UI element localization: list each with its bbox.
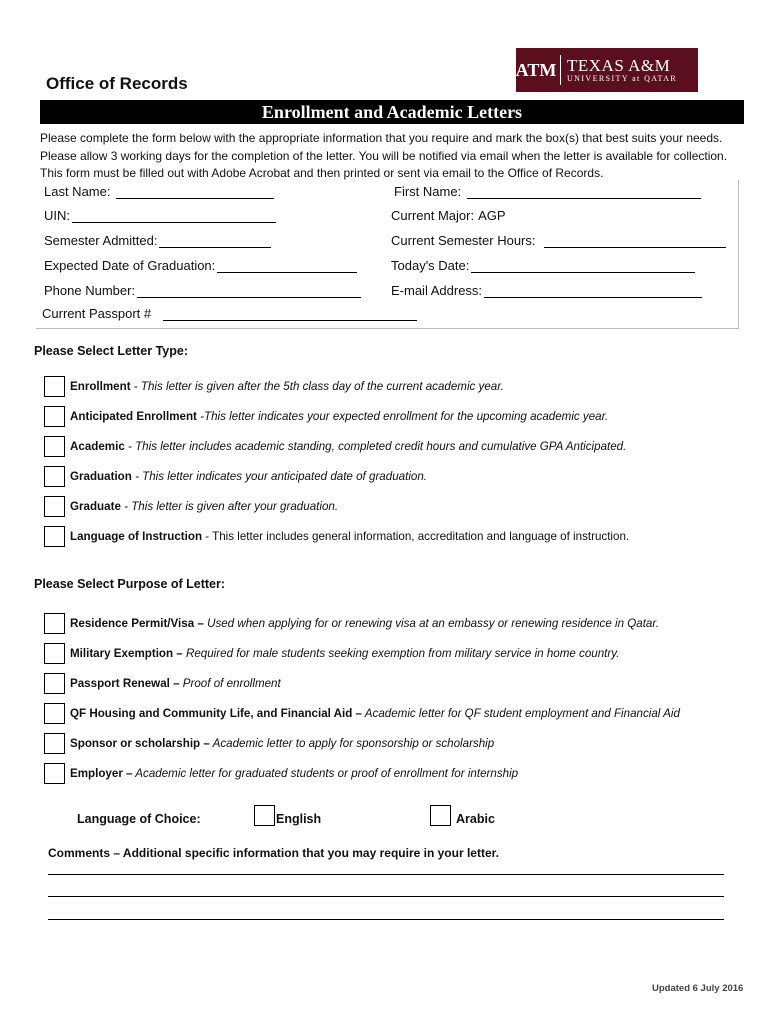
current-semester-hours-input[interactable]	[544, 233, 726, 248]
semester-admitted-label: Semester Admitted:	[44, 233, 158, 248]
military-exemption-checkbox[interactable]	[44, 643, 65, 664]
arabic-label: Arabic	[456, 812, 495, 826]
option-title: Academic	[70, 440, 125, 453]
option-description: - This letter is given after your graduation.	[120, 500, 339, 513]
office-title: Office of Records	[46, 74, 188, 93]
todays-date-label: Today's Date:	[391, 258, 470, 273]
purpose-option	[44, 733, 494, 754]
graduation-checkbox[interactable]	[44, 466, 65, 487]
option-title: Anticipated Enrollment	[70, 410, 197, 423]
university-logo	[516, 48, 698, 92]
instructions-text: Please complete the form below with the appropriate information that you require and mark the box(s) that best suits your needs. Please allow 3 working days for the completion of the letter. You will be notified via email when the letter is available for collection. This form must be filled out with Adobe Acrobat and then printed or sent via email to the Office of Records.	[40, 131, 728, 181]
logo-name: TEXAS A&M	[567, 55, 671, 75]
logo-subtitle: UNIVERSITY at QATAR	[567, 73, 678, 83]
current-major-input[interactable]: AGP	[478, 208, 506, 223]
option-description: -This letter indicates your expected enrollment for the upcoming academic year.	[196, 410, 609, 423]
anticipated-enrollment-checkbox[interactable]	[44, 406, 65, 427]
option-title: Graduate	[70, 500, 121, 513]
graduate-checkbox[interactable]	[44, 496, 65, 517]
email-field	[391, 283, 702, 298]
purpose-option	[44, 643, 619, 664]
todays-date-input[interactable]	[471, 258, 695, 273]
qf-housing-checkbox[interactable]	[44, 703, 65, 724]
purpose-option	[44, 703, 680, 724]
uin-field	[44, 208, 276, 223]
option-title: Passport Renewal –	[70, 677, 180, 690]
residence-permit-checkbox[interactable]	[44, 613, 65, 634]
passport-field	[42, 306, 417, 321]
comments-line-2[interactable]	[48, 896, 724, 897]
logo-divider	[560, 55, 561, 85]
todays-date-field	[391, 258, 695, 273]
uin-label: UIN:	[44, 208, 70, 223]
employer-checkbox[interactable]	[44, 763, 65, 784]
current-semester-hours-field	[391, 233, 726, 248]
option-description: - This letter indicates your anticipated date of graduation.	[131, 470, 428, 483]
current-major-field	[391, 208, 506, 223]
expected-graduation-field	[44, 258, 357, 273]
language-of-instruction-checkbox[interactable]	[44, 526, 65, 547]
letter-type-option	[44, 376, 504, 397]
comments-label: Comments – Additional specific information that you may require in your letter.	[48, 846, 499, 860]
option-title: Employer –	[70, 767, 133, 780]
purpose-option	[44, 613, 659, 634]
phone-input[interactable]	[137, 283, 361, 298]
letter-type-option	[44, 466, 427, 487]
letter-type-option	[44, 496, 338, 517]
option-title: Military Exemption –	[70, 647, 183, 660]
expected-graduation-label: Expected Date of Graduation:	[44, 258, 216, 273]
form-banner-title: Enrollment and Academic Letters	[40, 100, 744, 124]
expected-graduation-input[interactable]	[217, 258, 357, 273]
atm-logo-icon: ATM	[515, 59, 557, 80]
phone-label: Phone Number:	[44, 283, 136, 298]
last-name-field	[44, 184, 274, 199]
english-checkbox[interactable]	[254, 805, 275, 826]
last-name-label: Last Name:	[44, 184, 111, 199]
passport-label: Current Passport #	[42, 306, 152, 321]
option-description: Used when applying for or renewing visa at an embassy or renewing residence in Qatar.	[203, 617, 660, 630]
semester-admitted-input[interactable]	[159, 233, 271, 248]
comments-line-3[interactable]	[48, 919, 724, 920]
first-name-input[interactable]	[467, 184, 701, 199]
option-description: Required for male students seeking exemption from military service in home country.	[182, 647, 620, 660]
option-title: Residence Permit/Visa –	[70, 617, 204, 630]
current-major-label: Current Major:	[391, 208, 475, 223]
option-title: Sponsor or scholarship –	[70, 737, 210, 750]
option-title: Language of Instruction	[70, 530, 203, 543]
option-description: Academic letter for graduated students or proof of enrollment for internship	[132, 767, 519, 780]
option-title: Graduation	[70, 470, 132, 483]
sponsor-scholarship-checkbox[interactable]	[44, 733, 65, 754]
arabic-option	[430, 804, 495, 826]
purpose-option	[44, 763, 518, 784]
email-label: E-mail Address:	[391, 283, 483, 298]
first-name-label: First Name:	[394, 184, 462, 199]
option-description: Academic letter for QF student employment and Financial Aid	[362, 707, 680, 720]
last-name-input[interactable]	[116, 184, 274, 199]
current-semester-hours-label: Current Semester Hours:	[391, 233, 536, 248]
email-input[interactable]	[484, 283, 702, 298]
english-option	[254, 804, 321, 826]
language-of-choice-label: Language of Choice:	[77, 812, 201, 826]
uin-input[interactable]	[72, 208, 276, 223]
first-name-field	[394, 184, 701, 199]
enrollment-checkbox[interactable]	[44, 376, 65, 397]
updated-date: Updated 6 July 2016	[652, 983, 744, 994]
option-description: Proof of enrollment	[179, 677, 281, 690]
student-info-panel	[36, 180, 739, 329]
semester-admitted-field	[44, 233, 271, 248]
letter-type-option	[44, 526, 629, 547]
option-description: - This letter is given after the 5th class day of the current academic year.	[130, 380, 504, 393]
letter-type-option	[44, 406, 608, 427]
option-description: - This letter includes general information, accreditation and language of instruction.	[202, 530, 630, 543]
purpose-heading: Please Select Purpose of Letter:	[34, 577, 226, 591]
academic-checkbox[interactable]	[44, 436, 65, 457]
option-description: Academic letter to apply for sponsorship or scholarship	[209, 737, 495, 750]
letter-type-heading: Please Select Letter Type:	[34, 344, 189, 358]
letter-type-option	[44, 436, 626, 457]
purpose-option	[44, 673, 281, 694]
arabic-checkbox[interactable]	[430, 805, 451, 826]
phone-field	[44, 283, 361, 298]
option-description: - This letter includes academic standing, completed credit hours and cumulative GPA Anticipated.	[124, 440, 627, 453]
option-title: Enrollment	[70, 380, 131, 393]
comments-line-1[interactable]	[48, 874, 724, 875]
option-title: QF Housing and Community Life, and Financial Aid –	[70, 707, 363, 720]
english-label: English	[276, 812, 322, 826]
passport-input[interactable]	[163, 306, 417, 321]
passport-renewal-checkbox[interactable]	[44, 673, 65, 694]
